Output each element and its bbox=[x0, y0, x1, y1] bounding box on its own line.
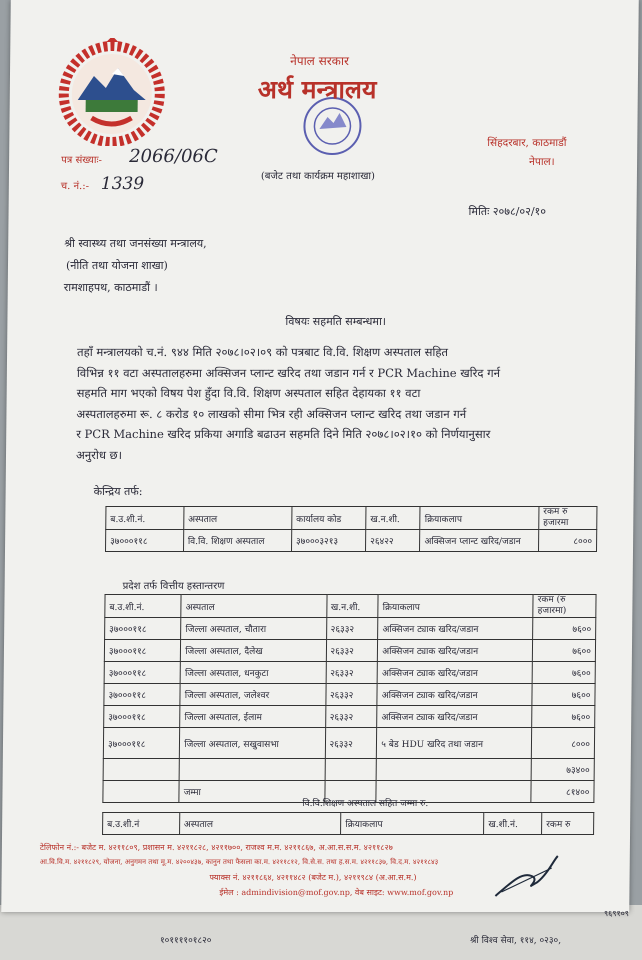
subtotal-value: ७३४०० bbox=[531, 759, 594, 781]
table-cell: अक्सिजन ट्याक खरिद/जडान bbox=[377, 662, 532, 684]
ministry-heading: अर्थ मन्त्रालय bbox=[257, 75, 377, 104]
table-cell: अक्सिजन ट्याक खरिद/जडान bbox=[377, 684, 532, 706]
table-cell: अक्सिजन ट्याक खरिद/जडान bbox=[378, 618, 533, 640]
table-header-cell: ब.उ.शी.नं bbox=[103, 813, 180, 835]
table-cell: ३७०००३२१३ bbox=[291, 530, 365, 552]
total-label: जम्मा bbox=[179, 781, 324, 803]
table-cell: ७६०० bbox=[533, 618, 596, 640]
central-heading: केन्द्रिय तर्फ: bbox=[93, 485, 143, 498]
body-line: अस्पतालहरुमा रू. ८ करोड १० लाखको सीमा भित्र रही अक्सिजन प्लान्ट खरिद तथा जडान गर्न bbox=[76, 406, 467, 421]
table-cell: ५ बेड HDU खरिद तथा जडान bbox=[377, 728, 532, 759]
recipient-line-2: (नीति तथा योजना शाखा) bbox=[65, 259, 168, 272]
table-header-cell: रकम रु bbox=[542, 813, 594, 835]
address-line-1: सिंहदरबार, काठमाडौं bbox=[487, 137, 567, 149]
govt-heading: नेपाल सरकार bbox=[290, 54, 350, 68]
table-cell: ३७०००११८ bbox=[105, 530, 183, 552]
ref-label: पत्र संख्याः- bbox=[61, 155, 102, 166]
table-cell: ३७०००११८ bbox=[103, 728, 180, 759]
table-header-cell: अस्पताल bbox=[179, 813, 341, 835]
underlying-text: श्री विश्व सेवा, ११४, ०२३०, bbox=[470, 936, 562, 946]
body-line: र PCR Machine खरिद प्रकिया अगाडि बढाउन सहमति दिने मिति २०७८।०२।१० को निर्णयानुसार bbox=[76, 427, 491, 441]
table-cell: ३७०००११८ bbox=[105, 618, 182, 640]
table-cell: २६४२२ bbox=[366, 530, 421, 552]
body-line: विभिन्न ११ वटा अस्पतालहरुमा अक्सिजन प्लान्ट खरिद तथा जडान गर्न र PCR Machine खरिद गर्न bbox=[76, 365, 501, 380]
table-header-cell: क्रियाकलाप bbox=[420, 507, 539, 530]
edge-number: ९६९१०९ bbox=[604, 909, 629, 918]
table-cell: ७६०० bbox=[532, 684, 595, 706]
table-cell: वि.वि. शिक्षण अस्पताल bbox=[183, 530, 291, 552]
table-cell: २६३३२ bbox=[326, 640, 378, 662]
table-cell: ३७०००११८ bbox=[104, 662, 181, 684]
table-row bbox=[104, 640, 595, 662]
table-cell: अक्सिजन ट्याक खरिद/जडान bbox=[378, 640, 533, 662]
recipient-line-3: रामशाहपथ, काठमाडौं । bbox=[63, 281, 158, 294]
table-cell: ८००० bbox=[532, 728, 595, 759]
table-cell: ८००० bbox=[538, 530, 596, 552]
table-cell: २६३३२ bbox=[326, 618, 378, 640]
table-cell: ७६०० bbox=[532, 706, 595, 728]
footer-line: आ.वि.वि.म. ४२११८२९, योजना, अनुगमन तथा मू.म. ४२००४३७, कानुन तथा फैसला का.म. ४२११८१२, वि.से.स. तथा ह.स.म. ४२११८३७, वि.द.म. ४२११८४३ bbox=[39, 858, 439, 866]
table-cell: जिल्ला अस्पताल, जलेश्वर bbox=[180, 684, 325, 706]
nepal-emblem-icon bbox=[55, 38, 168, 146]
letter-sheet bbox=[1, 0, 639, 912]
letter-body bbox=[76, 342, 597, 465]
third-table bbox=[102, 812, 594, 835]
central-table bbox=[105, 506, 597, 552]
table-cell: २६३३२ bbox=[325, 728, 377, 759]
table-header-cell: ख.न.शी. bbox=[326, 595, 378, 618]
table-header-row bbox=[105, 595, 596, 618]
table-header-cell: ब.उ.शी.नं. bbox=[105, 595, 182, 618]
subtotal-row bbox=[103, 759, 594, 781]
underlying-number: १०११११०१८२० bbox=[160, 936, 212, 946]
third-table-title: वि.वि.शिक्षण अस्पताल सहित जम्मा रु. bbox=[302, 799, 429, 809]
table-cell: ७६०० bbox=[533, 640, 596, 662]
footer-line: ईमेल : admindivision@mof.gov.np, वेब साइट: www.mof.gov.np bbox=[219, 888, 454, 897]
table-cell: जिल्ला अस्पताल, दैलेख bbox=[181, 640, 326, 662]
table-header-cell: अस्पताल bbox=[181, 595, 326, 618]
table-cell: ७६०० bbox=[532, 662, 595, 684]
table-header-cell: ब.उ.शी.नं. bbox=[106, 507, 184, 530]
province-heading: प्रदेश तर्फ वित्तीय हस्तान्तरण bbox=[122, 581, 225, 592]
recipient-line-1: श्री स्वास्थ्य तथा जनसंख्या मन्त्रालय, bbox=[64, 237, 207, 250]
table-row bbox=[105, 618, 596, 640]
table-header-cell: क्रियाकलाप bbox=[341, 813, 484, 835]
table-row bbox=[104, 662, 595, 684]
table-cell: ३७०००११८ bbox=[104, 684, 181, 706]
table-header-cell: कार्यालय कोड bbox=[292, 507, 366, 530]
table-header-cell: रकम (रु हजारमा) bbox=[533, 595, 596, 618]
table-cell: जिल्ला अस्पताल, सखुवासभा bbox=[180, 728, 326, 759]
ref-value: 2066/06C bbox=[129, 146, 218, 167]
table-cell: अक्सिजन ट्याक खरिद/जडान bbox=[377, 706, 532, 728]
table-header-cell: ख.न.शी. bbox=[366, 507, 421, 530]
underlying-document bbox=[0, 905, 642, 960]
table-header-row bbox=[106, 507, 597, 530]
table-row bbox=[104, 684, 595, 706]
table-cell: ३७०००११८ bbox=[104, 640, 181, 662]
province-table bbox=[102, 594, 596, 803]
table-row bbox=[104, 706, 595, 728]
table-row bbox=[103, 728, 594, 759]
dispatch-value: 1339 bbox=[100, 174, 145, 194]
table-header-cell: अस्पताल bbox=[183, 507, 291, 530]
footer-line: फ्याक्स नं. ४२११८६४, ४२११४८२ (बजेट म.), ४२११९८४ (अ.आ.स.म.) bbox=[209, 873, 417, 882]
address-line-2: नेपाल। bbox=[529, 156, 555, 168]
table-header-cell: ख.शी.नं. bbox=[484, 813, 542, 835]
body-line: तहाँ मन्त्रालयको च.नं. ९४४ मिति २०७८।०२।०९ को पत्रबाट वि.वि. शिक्षण अस्पताल सहित bbox=[77, 345, 449, 359]
signature-icon bbox=[491, 852, 562, 902]
table-cell: जिल्ला अस्पताल, धनकुटा bbox=[180, 662, 325, 684]
table-cell: ३७०००११८ bbox=[104, 706, 181, 728]
body-line: सहमति माग भएको विषय पेश हुँदा वि.वि. शिक्षण अस्पताल सहित देहायका ११ वटा bbox=[76, 386, 421, 400]
table-cell: जिल्ला अस्पताल, चौतारा bbox=[181, 618, 326, 640]
table-cell: अक्सिजन प्लान्ट खरिद/जडान bbox=[420, 530, 539, 552]
footer-line: टेलिफोन नं.:- बजेट म. ४२११८०९, प्रशासन म. ४२११८२८, ४२११७००, राजश्व म.म. ४२११८६७, अ.आ.स.स.म. ४२११८२७ bbox=[39, 843, 393, 852]
division-name: (बजेट तथा कार्यक्रम महाशाखा) bbox=[260, 171, 375, 182]
table-header-cell: रकम रु हजारमा bbox=[539, 507, 597, 530]
table-header-cell: क्रियाकलाप bbox=[378, 595, 533, 618]
table-cell: २६३३२ bbox=[325, 706, 377, 728]
letter-date: मितिः २०७८/०२/१० bbox=[468, 205, 547, 218]
body-line: अनुरोध छ। bbox=[75, 447, 123, 462]
subject-line: विषयः सहमति सम्बन्धमा। bbox=[285, 315, 387, 328]
table-cell: २६३३२ bbox=[326, 662, 378, 684]
total-value: ८१४०० bbox=[531, 781, 594, 803]
table-cell: जिल्ला अस्पताल, ईलाम bbox=[180, 706, 325, 728]
table-header-row bbox=[103, 813, 594, 835]
dispatch-label: च. नं.:- bbox=[60, 181, 90, 192]
table-row bbox=[105, 530, 596, 552]
table-cell: २६३३२ bbox=[325, 684, 377, 706]
